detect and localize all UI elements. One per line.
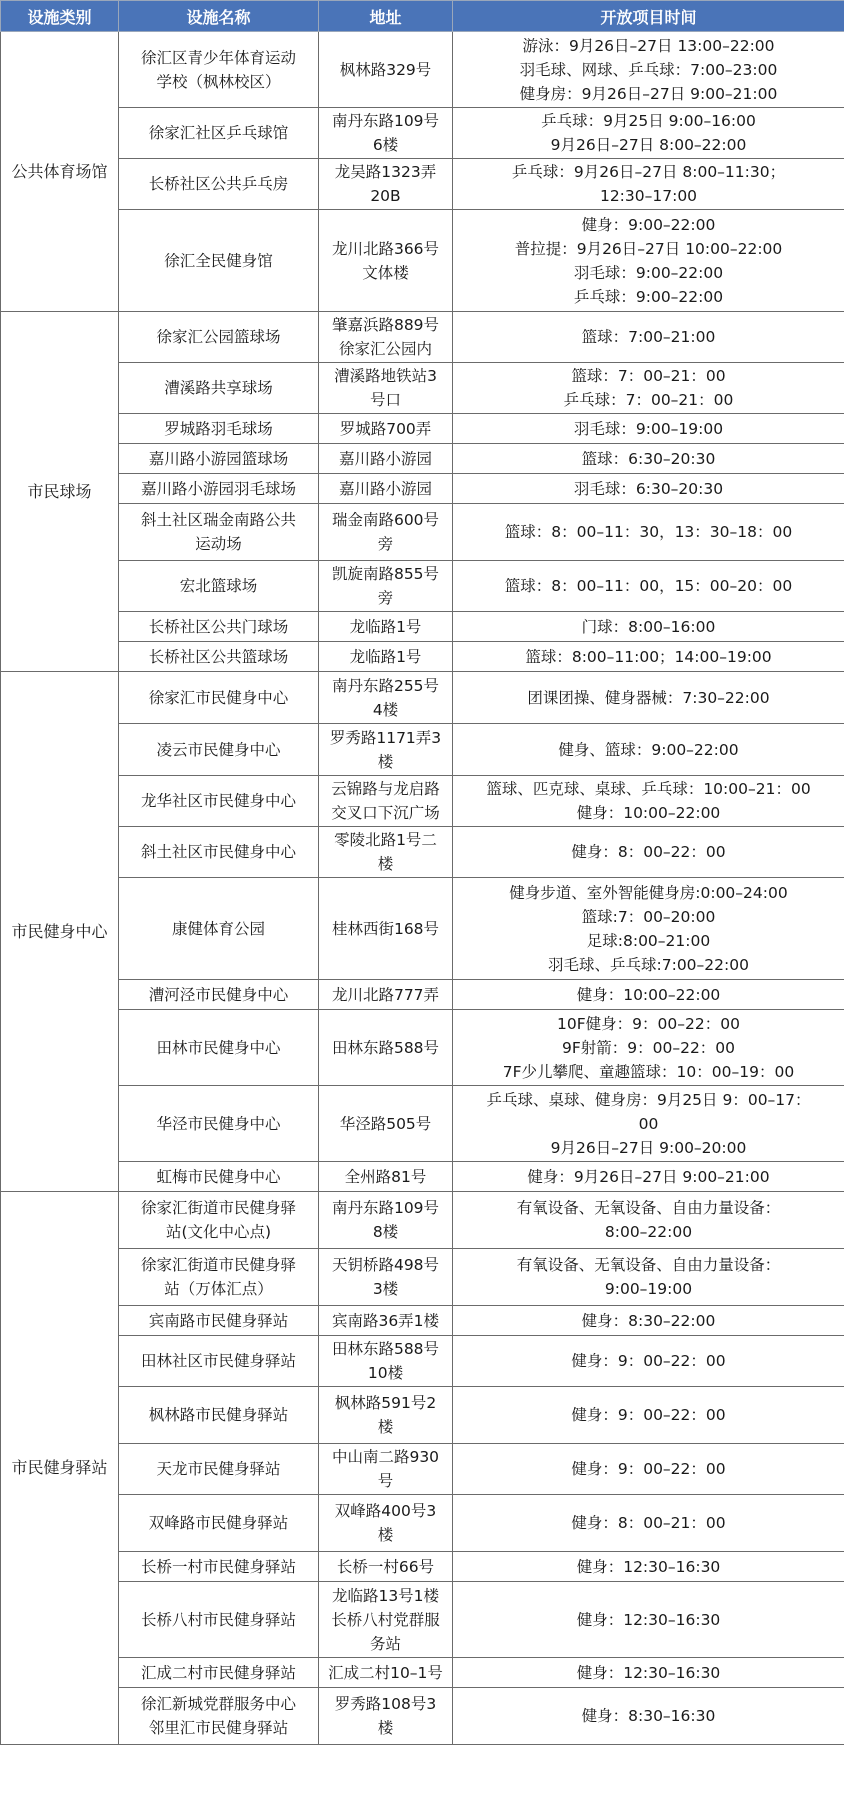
address-cell: 天钥桥路498号 3楼 [319, 1249, 453, 1306]
facility-name-cell: 长桥社区公共门球场 [119, 612, 319, 642]
table-row [1, 1444, 844, 1495]
table-row [1, 1688, 844, 1745]
hours-cell: 乒乓球：9月25日 9:00–16:00 9月26日–27日 8:00–22:00 [453, 108, 844, 159]
facility-name-cell: 斜土社区市民健身中心 [119, 827, 319, 878]
address-cell: 龙吴路1323弄 20B [319, 159, 453, 210]
hours-cell: 门球：8:00–16:00 [453, 612, 844, 642]
facility-name-cell: 长桥社区公共乒乓房 [119, 159, 319, 210]
address-cell: 龙川北路777弄 [319, 980, 453, 1010]
facility-name-cell: 徐家汇街道市民健身驿 站（万体汇点） [119, 1249, 319, 1306]
hours-cell: 有氧设备、无氧设备、自由力量设备： 9:00–19:00 [453, 1249, 844, 1306]
facility-name-cell: 天龙市民健身驿站 [119, 1444, 319, 1495]
header-name: 设施名称 [119, 1, 319, 32]
hours-cell: 健身：8:30–22:00 [453, 1306, 844, 1336]
facility-name-cell: 田林社区市民健身驿站 [119, 1336, 319, 1387]
address-cell: 南丹东路255号 4楼 [319, 672, 453, 724]
facility-name-cell: 嘉川路小游园篮球场 [119, 444, 319, 474]
table-row [1, 1162, 844, 1192]
hours-cell: 团课团操、健身器械：7:30–22:00 [453, 672, 844, 724]
address-cell: 桂林西街168号 [319, 878, 453, 980]
hours-cell: 乒乓球、桌球、健身房：9月25日 9：00–17： 00 9月26日–27日 9:00–20:00 [453, 1086, 844, 1162]
address-cell: 田林东路588号 [319, 1010, 453, 1086]
table-row [1, 827, 844, 878]
address-cell: 肇嘉浜路889号 徐家汇公园内 [319, 312, 453, 363]
table-row [1, 444, 844, 474]
facility-name-cell: 漕河泾市民健身中心 [119, 980, 319, 1010]
address-cell: 中山南二路930 号 [319, 1444, 453, 1495]
hours-cell: 健身：9：00–22：00 [453, 1387, 844, 1444]
table-row [1, 980, 844, 1010]
address-cell: 嘉川路小游园 [319, 444, 453, 474]
hours-cell: 健身：9:00–22:00 普拉提：9月26日–27日 10:00–22:00 羽毛球：9:00–22:00 乒乓球：9:00–22:00 [453, 210, 844, 312]
table-row [1, 1192, 844, 1249]
facility-name-cell: 徐汇新城党群服务中心 邻里汇市民健身驿站 [119, 1688, 319, 1745]
facility-name-cell: 龙华社区市民健身中心 [119, 776, 319, 827]
hours-cell: 健身：9月26日–27日 9:00–21:00 [453, 1162, 844, 1192]
facility-name-cell: 汇成二村市民健身驿站 [119, 1658, 319, 1688]
table-row [1, 474, 844, 504]
table-row [1, 108, 844, 159]
table-row [1, 363, 844, 414]
hours-cell: 乒乓球：9月26日–27日 8:00–11:30； 12:30–17:00 [453, 159, 844, 210]
facility-name-cell: 漕溪路共享球场 [119, 363, 319, 414]
address-cell: 凯旋南路855号 旁 [319, 561, 453, 612]
hours-cell: 羽毛球：9:00–19:00 [453, 414, 844, 444]
category-cell: 市民健身驿站 [1, 1192, 119, 1745]
address-cell: 漕溪路地铁站3 号口 [319, 363, 453, 414]
facility-name-cell: 徐汇全民健身馆 [119, 210, 319, 312]
table-row [1, 1658, 844, 1688]
table-row [1, 878, 844, 980]
hours-cell: 健身、篮球：9:00–22:00 [453, 724, 844, 776]
hours-cell: 健身：10:00–22:00 [453, 980, 844, 1010]
category-cell: 市民健身中心 [1, 672, 119, 1192]
table-row [1, 561, 844, 612]
table-row [1, 776, 844, 827]
facility-name-cell: 斜土社区瑞金南路公共 运动场 [119, 504, 319, 561]
hours-cell: 篮球：7:00–21:00 [453, 312, 844, 363]
hours-cell: 健身：12:30–16:30 [453, 1552, 844, 1582]
table-row [1, 32, 844, 108]
header-hours: 开放项目时间 [453, 1, 844, 32]
facility-name-cell: 长桥社区公共篮球场 [119, 642, 319, 672]
address-cell: 枫林路591号2 楼 [319, 1387, 453, 1444]
hours-cell: 有氧设备、无氧设备、自由力量设备： 8:00–22:00 [453, 1192, 844, 1249]
hours-cell: 篮球：8:00–11:00；14:00–19:00 [453, 642, 844, 672]
hours-cell: 篮球：8：00–11：30，13：30–18：00 [453, 504, 844, 561]
hours-cell: 健身：12:30–16:30 [453, 1582, 844, 1658]
facility-name-cell: 长桥一村市民健身驿站 [119, 1552, 319, 1582]
address-cell: 宾南路36弄1楼 [319, 1306, 453, 1336]
table-body [1, 32, 844, 1745]
hours-cell: 篮球、匹克球、桌球、乒乓球：10:00–21：00 健身：10:00–22:00 [453, 776, 844, 827]
table-row [1, 1582, 844, 1658]
facility-name-cell: 徐家汇市民健身中心 [119, 672, 319, 724]
category-cell: 公共体育场馆 [1, 32, 119, 312]
address-cell: 全州路81号 [319, 1162, 453, 1192]
address-cell: 罗城路700弄 [319, 414, 453, 444]
table-row [1, 1552, 844, 1582]
table-row [1, 612, 844, 642]
facility-name-cell: 罗城路羽毛球场 [119, 414, 319, 444]
hours-cell: 健身：8：00–22：00 [453, 827, 844, 878]
header-address: 地址 [319, 1, 453, 32]
table-row [1, 724, 844, 776]
facility-name-cell: 宾南路市民健身驿站 [119, 1306, 319, 1336]
hours-cell: 篮球：6:30–20:30 [453, 444, 844, 474]
address-cell: 零陵北路1号二 楼 [319, 827, 453, 878]
table-row [1, 642, 844, 672]
hours-cell: 健身：9：00–22：00 [453, 1444, 844, 1495]
facility-name-cell: 徐家汇社区乒乓球馆 [119, 108, 319, 159]
hours-cell: 游泳：9月26日–27日 13:00–22:00 羽毛球、网球、乒乓球：7:00–23:00 健身房：9月26日–27日 9:00–21:00 [453, 32, 844, 108]
address-cell: 嘉川路小游园 [319, 474, 453, 504]
address-cell: 龙川北路366号 文体楼 [319, 210, 453, 312]
facility-name-cell: 徐家汇街道市民健身驿 站(文化中心点) [119, 1192, 319, 1249]
table-row [1, 1010, 844, 1086]
facility-name-cell: 华泾市民健身中心 [119, 1086, 319, 1162]
hours-cell: 健身：8：00–21：00 [453, 1495, 844, 1552]
facility-name-cell: 双峰路市民健身驿站 [119, 1495, 319, 1552]
table-row [1, 210, 844, 312]
address-cell: 枫林路329号 [319, 32, 453, 108]
address-cell: 汇成二村10–1号 [319, 1658, 453, 1688]
address-cell: 瑞金南路600号 旁 [319, 504, 453, 561]
hours-cell: 健身：9：00–22：00 [453, 1336, 844, 1387]
hours-cell: 健身：8:30–16:30 [453, 1688, 844, 1745]
table-row [1, 312, 844, 363]
header-row [1, 1, 844, 32]
table-row [1, 1306, 844, 1336]
table-row [1, 414, 844, 444]
header-category: 设施类别 [1, 1, 119, 32]
address-cell: 南丹东路109号 6楼 [319, 108, 453, 159]
address-cell: 华泾路505号 [319, 1086, 453, 1162]
facility-name-cell: 嘉川路小游园羽毛球场 [119, 474, 319, 504]
table-row [1, 672, 844, 724]
address-cell: 龙临路1号 [319, 642, 453, 672]
facility-name-cell: 徐汇区青少年体育运动 学校（枫林校区） [119, 32, 319, 108]
address-cell: 罗秀路108号3 楼 [319, 1688, 453, 1745]
table-row [1, 159, 844, 210]
address-cell: 龙临路1号 [319, 612, 453, 642]
hours-cell: 篮球：8：00–11：00，15：00–20：00 [453, 561, 844, 612]
table-row [1, 1086, 844, 1162]
facility-name-cell: 田林市民健身中心 [119, 1010, 319, 1086]
facility-name-cell: 康健体育公园 [119, 878, 319, 980]
hours-cell: 健身步道、室外智能健身房:0:00–24:00 篮球:7：00–20:00 足球:8:00–21:00 羽毛球、乒乓球:7:00–22:00 [453, 878, 844, 980]
address-cell: 罗秀路1171弄3 楼 [319, 724, 453, 776]
table-row [1, 1495, 844, 1552]
address-cell: 南丹东路109号 8楼 [319, 1192, 453, 1249]
facility-name-cell: 虹梅市民健身中心 [119, 1162, 319, 1192]
hours-cell: 10F健身：9：00–22：00 9F射箭：9：00–22：00 7F少儿攀爬、童趣篮球：10：00–19：00 [453, 1010, 844, 1086]
table-row [1, 1387, 844, 1444]
facility-name-cell: 长桥八村市民健身驿站 [119, 1582, 319, 1658]
table-row [1, 1249, 844, 1306]
hours-cell: 健身：12:30–16:30 [453, 1658, 844, 1688]
address-cell: 双峰路400号3 楼 [319, 1495, 453, 1552]
table-row [1, 504, 844, 561]
hours-cell: 篮球：7：00–21：00 乒乓球：7：00–21：00 [453, 363, 844, 414]
address-cell: 云锦路与龙启路 交叉口下沉广场 [319, 776, 453, 827]
facility-name-cell: 凌云市民健身中心 [119, 724, 319, 776]
table-row [1, 1336, 844, 1387]
address-cell: 龙临路13号1楼 长桥八村党群服 务站 [319, 1582, 453, 1658]
hours-cell: 羽毛球：6:30–20:30 [453, 474, 844, 504]
facility-name-cell: 枫林路市民健身驿站 [119, 1387, 319, 1444]
facility-name-cell: 宏北篮球场 [119, 561, 319, 612]
facility-name-cell: 徐家汇公园篮球场 [119, 312, 319, 363]
category-cell: 市民球场 [1, 312, 119, 672]
address-cell: 长桥一村66号 [319, 1552, 453, 1582]
address-cell: 田林东路588号 10楼 [319, 1336, 453, 1387]
